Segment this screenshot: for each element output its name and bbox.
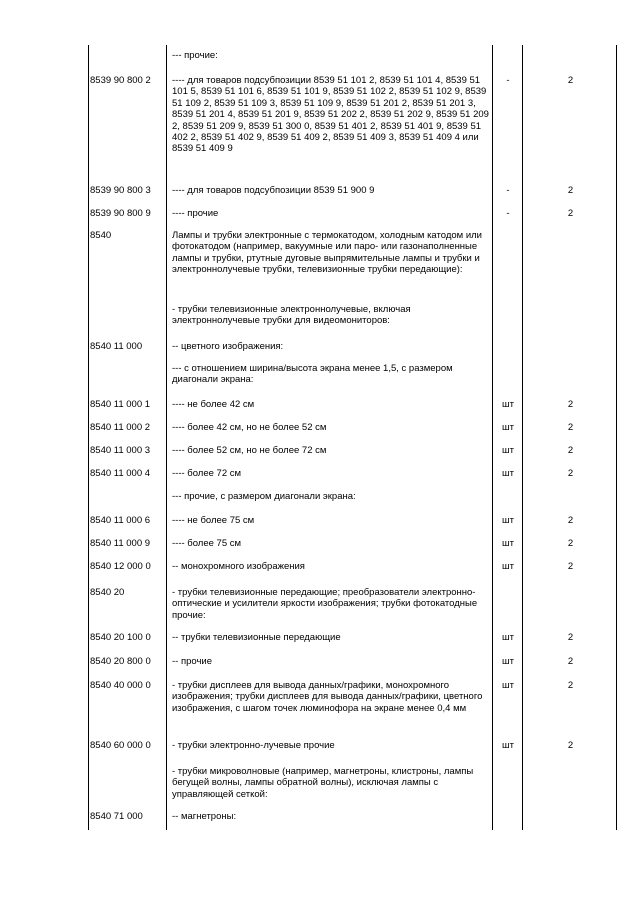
code-cell: 8539 90 800 3 <box>90 185 151 196</box>
description-cell: - трубки дисплеев для вывода данных/графики, монохромного изображения; трубки дисплеев для вывода данных/графики, цветного изображения, с шагом точек люминофора на экране менее 0,4 мм <box>172 680 483 714</box>
value-cell: 2 <box>567 208 574 219</box>
value-cell: 2 <box>567 632 574 643</box>
value-cell: 2 <box>567 422 574 433</box>
code-cell: 8540 40 000 0 <box>90 680 151 691</box>
description-cell: - трубки микроволновые (например, магнетроны, клистроны, лампы бегущей волны, лампы обратной волны), исключая лампы с управляющей сеткой: <box>172 766 474 800</box>
code-cell: 8540 11 000 9 <box>90 538 151 549</box>
table-row <box>88 50 618 61</box>
code-cell: 8540 20 <box>90 587 125 598</box>
table-row <box>88 680 618 714</box>
table-row <box>88 422 618 433</box>
table-row <box>88 363 618 386</box>
unit-cell: шт <box>502 468 514 479</box>
code-cell: 8540 11 000 3 <box>90 445 151 456</box>
value-cell: 2 <box>567 75 574 86</box>
code-cell: 8540 11 000 1 <box>90 399 151 410</box>
description-cell: --- прочие: <box>172 50 218 61</box>
table-row <box>88 304 618 327</box>
description-cell: ---- для товаров подсубпозиции 8539 51 101 2, 8539 51 101 4, 8539 51 101 5, 8539 51 101 6, 8539 51 101 9, 8539 51 102 2, 8539 51 102 9, 8539 51 109 2, 8539 51 109 3, 8539 51 109 9, 8539 51 201 2, 8539 51 201 3, 8539 51 201 4, 8539 51 201 9, 8539 51 202 2, 8539 51 202 9, 8539 51 209 2, 8539 51 209 9, 8539 51 300 0, 8539 51 401 2, 8539 51 401 9, 8539 51 402 2, 8539 51 402 9, 8539 51 409 2, 8539 51 409 3, 8539 51 409 4 или 8539 51 409 9 <box>172 75 489 155</box>
value-cell: 2 <box>567 680 574 691</box>
unit-cell: шт <box>502 632 514 643</box>
table-row <box>88 468 618 479</box>
description-cell: ---- не более 75 см <box>172 515 255 526</box>
code-cell: 8540 11 000 <box>90 341 143 352</box>
unit-cell: шт <box>502 515 514 526</box>
unit-cell: шт <box>502 445 514 456</box>
description-cell: ---- более 72 см <box>172 468 242 479</box>
code-cell: 8539 90 800 9 <box>90 208 151 219</box>
table-row <box>88 561 618 572</box>
table-row <box>88 632 618 643</box>
description-cell: - трубки телевизионные электроннолучевые, включая электроннолучевые трубки для видеомониторов: <box>172 304 411 327</box>
unit-cell: шт <box>502 740 514 751</box>
value-cell: 2 <box>567 399 574 410</box>
table-row <box>88 75 618 155</box>
description-cell: -- трубки телевизионные передающие <box>172 632 341 643</box>
value-cell: 2 <box>567 185 574 196</box>
code-cell: 8539 90 800 2 <box>90 75 151 86</box>
value-cell: 2 <box>567 740 574 751</box>
code-cell: 8540 11 000 2 <box>90 422 151 433</box>
value-cell: 2 <box>567 445 574 456</box>
table-row <box>88 491 618 502</box>
table-row <box>88 656 618 667</box>
description-cell: ---- более 75 см <box>172 538 242 549</box>
unit-cell: шт <box>502 656 514 667</box>
value-cell: 2 <box>567 515 574 526</box>
description-cell: ---- прочие <box>172 208 219 219</box>
value-cell: 2 <box>567 468 574 479</box>
code-cell: 8540 71 000 <box>90 811 143 822</box>
description-cell: -- цветного изображения: <box>172 341 284 352</box>
table-row <box>88 766 618 800</box>
table-row <box>88 399 618 410</box>
code-cell: 8540 20 100 0 <box>90 632 151 643</box>
description-cell: ---- более 52 см, но не более 72 см <box>172 445 327 456</box>
unit-cell: шт <box>502 399 514 410</box>
table-row <box>88 230 618 276</box>
value-cell: 2 <box>567 561 574 572</box>
table-row <box>88 811 618 822</box>
code-cell: 8540 <box>90 230 112 241</box>
table-row <box>88 587 618 621</box>
description-cell: ---- для товаров подсубпозиции 8539 51 900 9 <box>172 185 375 196</box>
code-cell: 8540 11 000 6 <box>90 515 151 526</box>
unit-cell: шт <box>502 561 514 572</box>
table-row <box>88 185 618 196</box>
unit-cell: шт <box>502 680 514 691</box>
description-cell: - трубки электронно-лучевые прочие <box>172 740 335 751</box>
description-cell: --- с отношением ширина/высота экрана менее 1,5, с размером диагонали экрана: <box>172 363 453 386</box>
unit-cell: - <box>506 208 510 219</box>
description-cell: -- прочие <box>172 656 213 667</box>
code-cell: 8540 20 800 0 <box>90 656 151 667</box>
code-cell: 8540 12 000 0 <box>90 561 151 572</box>
description-cell: --- прочие, с размером диагонали экрана: <box>172 491 356 502</box>
unit-cell: - <box>506 75 510 86</box>
value-cell: 2 <box>567 538 574 549</box>
table-row <box>88 445 618 456</box>
description-cell: ---- не более 42 см <box>172 399 255 410</box>
description-cell: ---- более 42 см, но не более 52 см <box>172 422 327 433</box>
table-row <box>88 515 618 526</box>
value-cell: 2 <box>567 656 574 667</box>
unit-cell: шт <box>502 538 514 549</box>
description-cell: - трубки телевизионные передающие; преобразователи электронно-оптические и усилители яркости изображения; трубки фотокатодные прочие: <box>172 587 478 621</box>
code-cell: 8540 60 000 0 <box>90 740 151 751</box>
description-cell: Лампы и трубки электронные с термокатодом, холодным катодом или фотокатодом (например, вакуумные или паро- или газонаполненные лампы и трубки, ртутные дуговые выпрямительные лампы и трубки и электроннолучевые трубки, телевизионные трубки передающие): <box>172 230 482 276</box>
table-row <box>88 538 618 549</box>
table-row <box>88 740 618 751</box>
unit-cell: - <box>506 185 510 196</box>
unit-cell: шт <box>502 422 514 433</box>
table-row <box>88 208 618 219</box>
description-cell: -- монохромного изображения <box>172 561 305 572</box>
code-cell: 8540 11 000 4 <box>90 468 151 479</box>
table-row <box>88 341 618 352</box>
description-cell: -- магнетроны: <box>172 811 237 822</box>
